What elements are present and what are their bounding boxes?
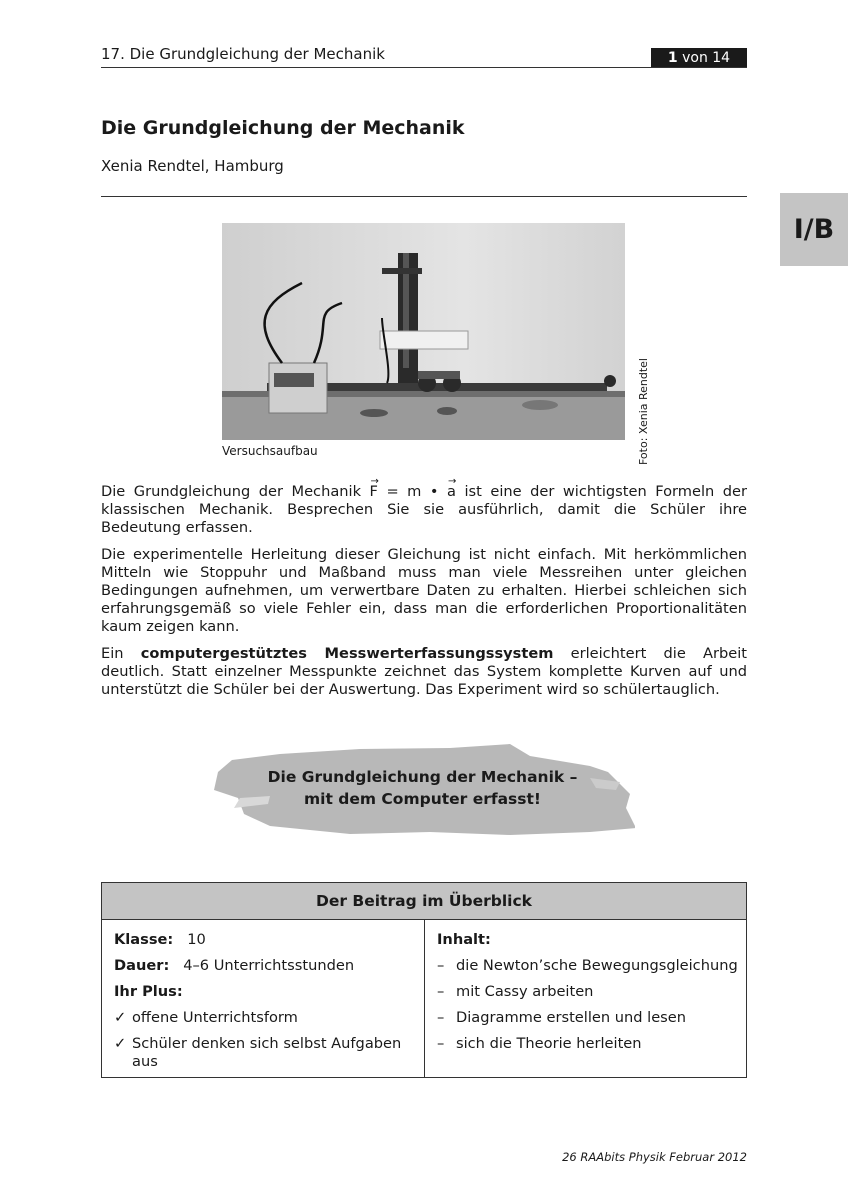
- dash-bullet: –: [437, 983, 445, 1000]
- plus-item-continuation: aus: [132, 1053, 158, 1070]
- inhalt-label-text: Inhalt:: [437, 931, 491, 948]
- plus-item: [114, 1035, 401, 1052]
- p3-emphasis: computergestütztes Messwerterfassungssystem: [140, 644, 554, 662]
- overview-left-column: [102, 920, 425, 1077]
- klasse-value: 10: [187, 931, 206, 948]
- p3-intro: Ein: [101, 644, 141, 662]
- section-tab: I/B: [780, 193, 848, 266]
- plus-label: [114, 983, 183, 1000]
- dash-bullet: –: [437, 957, 445, 974]
- paragraph-2: Die experimentelle Herleitung dieser Gleichung ist nicht einfach. Mit herkömmlichen Mitteln wie Stoppuhr und Maßband muss man viele Messreihen unter gleichen Bedingungen aufnehmen, um verwertbare Daten zu erhalten. Hierbei schleichen sich erfahrungsgemäß so viele Fehler ein, dass man die erforderlichen Proportionalitäten kaum zeigen kann.: [101, 545, 747, 636]
- dash-bullet: –: [437, 1035, 445, 1052]
- p1-rest: ist eine der wichtigsten Formeln der klassischen Mechanik. Besprechen Sie sie ausführlich, damit die Schüler ihre Bedeutung erfassen.: [101, 483, 747, 537]
- inhalt-item-text: Diagramme erstellen und lesen: [456, 1009, 687, 1026]
- article-title: Die Grundgleichung der Mechanik: [101, 117, 465, 139]
- paragraph-1: [101, 483, 747, 538]
- page-footer: 26 RAAbits Physik Februar 2012: [562, 1150, 747, 1164]
- page-total: von 14: [682, 50, 731, 66]
- paragraph-3: [101, 645, 747, 700]
- header-rule: [101, 67, 747, 68]
- overview-heading: Der Beitrag im Überblick: [102, 883, 746, 920]
- experiment-photo: [222, 223, 625, 440]
- plus-item-text: Schüler denken sich selbst Aufgaben: [132, 1035, 402, 1052]
- klasse-label: Klasse:: [114, 931, 174, 948]
- slogan-line-2: mit dem Computer erfasst!: [304, 790, 541, 808]
- check-icon: ✓: [114, 1035, 127, 1052]
- check-icon: ✓: [114, 1009, 127, 1026]
- plus-label-text: Ihr Plus:: [114, 983, 183, 1000]
- running-header-title: 17. Die Grundgleichung der Mechanik: [101, 45, 385, 63]
- klasse-row: [114, 931, 206, 948]
- p1-intro: Die Grundgleichung der Mechanik: [101, 483, 370, 500]
- photo-credit: Foto: Xenia Rendtel: [637, 358, 650, 465]
- title-rule: [101, 196, 747, 197]
- page-number: 1: [667, 50, 678, 66]
- plus-item-text: offene Unterrichtsform: [132, 1009, 298, 1026]
- overview-box: [101, 882, 747, 1078]
- article-author: Xenia Rendtel, Hamburg: [101, 157, 284, 175]
- inhalt-item-text: mit Cassy arbeiten: [456, 983, 594, 1000]
- slogan-text: [210, 766, 635, 810]
- dauer-value: 4–6 Unterrichtsstunden: [183, 957, 355, 974]
- figure-caption: Versuchsaufbau: [222, 444, 318, 458]
- p1-equation: = m •: [377, 483, 447, 500]
- inhalt-label: [437, 931, 491, 948]
- inhalt-item: [437, 983, 593, 1000]
- inhalt-item: [437, 957, 738, 974]
- page-counter-badge: [651, 48, 747, 68]
- dauer-label: Dauer:: [114, 957, 170, 974]
- vector-a: → a: [447, 483, 456, 501]
- inhalt-item-text: sich die Theorie herleiten: [456, 1035, 642, 1052]
- slogan-line-1: Die Grundgleichung der Mechanik –: [267, 768, 578, 786]
- vector-F: → F: [370, 483, 378, 501]
- inhalt-item: [437, 1009, 686, 1026]
- article-body: [101, 483, 747, 707]
- dauer-row: [114, 957, 354, 974]
- dash-bullet: –: [437, 1009, 445, 1026]
- inhalt-item-text: die Newton’sche Bewegungsgleichung: [456, 957, 738, 974]
- overview-right-column: [425, 920, 746, 1077]
- p3-rest: erleichtert die Arbeit deutlich. Statt einzelner Messpunkte zeichnet das System komplette Kurven auf und unterstützt die Schüler bei der Auswertung. Das Experiment wird so schülertauglich.: [101, 644, 747, 699]
- plus-item: [114, 1009, 298, 1026]
- inhalt-item: [437, 1035, 642, 1052]
